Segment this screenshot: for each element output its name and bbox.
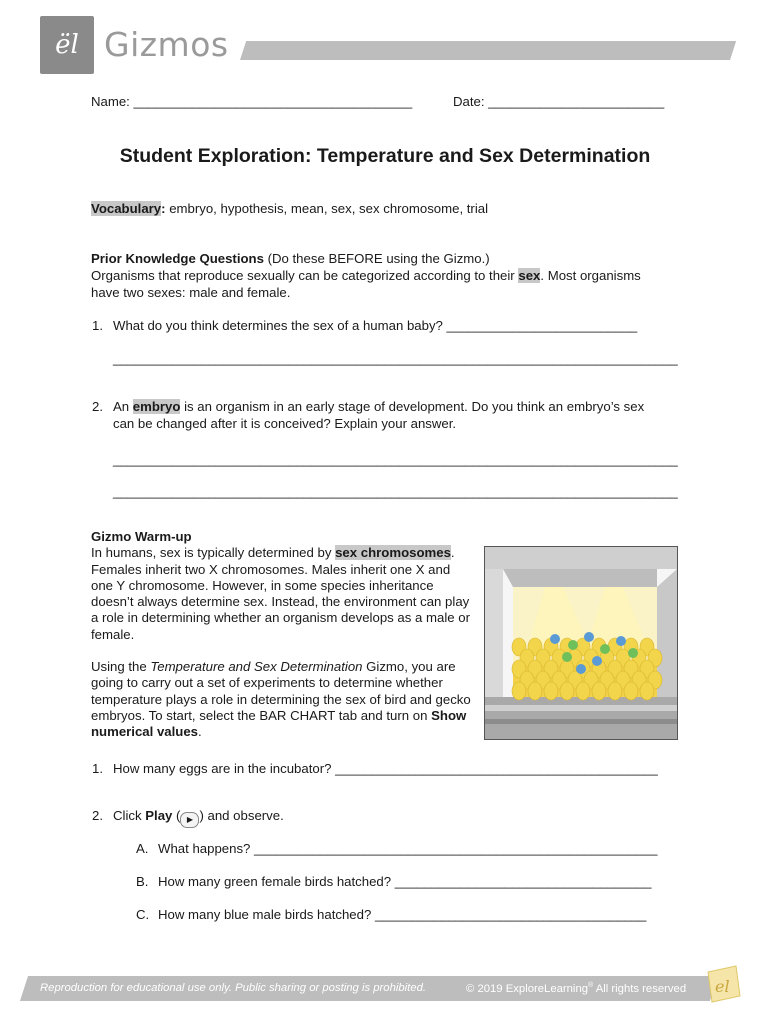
footer-notice: Reproduction for educational use only. Public sharing or posting is prohibited. — [40, 982, 426, 994]
prior-question-2-cont: can be changed after it is conceived? Explain your answer. — [113, 416, 457, 431]
svg-text:el: el — [715, 977, 730, 996]
vocab-term-sex: sex — [518, 268, 541, 283]
egg — [592, 682, 606, 700]
question-number: 2. — [92, 808, 103, 823]
subquestion-letter: A. — [136, 841, 149, 856]
brand-title: Gizmos — [104, 25, 229, 64]
hatchling — [628, 648, 638, 658]
egg — [608, 682, 622, 700]
question-text: is an organism in an early stage of development. Do you think an embryo’s sex — [180, 399, 645, 414]
warmup-question-2c[interactable]: How many blue male birds hatched? _____________________________________ — [158, 907, 647, 922]
warmup-paragraph-2 — [91, 659, 471, 740]
hatchling — [568, 640, 578, 650]
paragraph-text: Gizmo, you are going to carry out a set of experiments to determine whether temperature plays a role in determining the sex of bird and gecko embryos. To start, select the BAR CHART tab and turn on — [91, 659, 471, 723]
incubator-image — [484, 546, 678, 740]
prior-question-1[interactable]: What do you think determines the sex of a human baby? __________________________ — [113, 318, 638, 333]
warmup-question-2 — [113, 808, 284, 828]
question-text: An — [113, 399, 133, 414]
vocabulary-line — [91, 201, 488, 218]
play-label: Play — [145, 808, 173, 823]
prior-intro-line2: have two sexes: male and female. — [91, 285, 291, 300]
header-bar — [240, 41, 736, 60]
vocabulary-colon: : — [161, 201, 166, 216]
prior-question-2 — [113, 399, 644, 416]
hatchling — [592, 656, 602, 666]
registered-mark: ® — [588, 982, 594, 989]
paragraph-text: Using the — [91, 659, 151, 675]
egg — [512, 682, 526, 700]
name-field[interactable]: Name: ______________________________________ — [91, 94, 413, 109]
vocab-term-sex-chromosomes: sex chromosomes — [335, 545, 451, 561]
prior-heading-line — [91, 251, 490, 268]
vocabulary-label: Vocabulary — [91, 201, 162, 216]
gizmo-name: Temperature and Sex Determination — [150, 659, 363, 675]
warmup-heading: Gizmo Warm-up — [91, 529, 192, 544]
warmup-section — [91, 529, 471, 757]
warmup-question-1[interactable]: How many eggs are in the incubator? ____________________________________________ — [113, 761, 658, 776]
prior-intro-text: Organisms that reproduce sexually can be categorized according to their — [91, 268, 519, 283]
date-field[interactable]: Date: ________________________ — [453, 94, 665, 109]
prior-intro-text-end: . Most organisms — [540, 268, 641, 283]
answer-line[interactable]: _____________________________________________________________________________ — [113, 351, 678, 366]
page-title: Student Exploration: Temperature and Sex Determination — [119, 145, 651, 167]
question-text: Click — [113, 808, 146, 823]
egg — [560, 682, 574, 700]
egg — [528, 682, 542, 700]
egg — [576, 682, 590, 700]
paragraph-text: In humans, sex is typically determined by — [91, 545, 336, 561]
prior-heading-note: (Do these BEFORE using the Gizmo.) — [263, 251, 490, 266]
vocabulary-terms: embryo, hypothesis, mean, sex, sex chromosome, trial — [165, 201, 489, 216]
question-text: ) and observe. — [199, 808, 284, 823]
el-logo-icon: ël — [55, 30, 79, 60]
el-logo-icon — [702, 964, 742, 1004]
answer-line[interactable]: _____________________________________________________________________________ — [113, 484, 678, 499]
play-icon[interactable]: ▶ — [180, 812, 199, 828]
question-number: 2. — [92, 399, 103, 414]
egg — [640, 682, 654, 700]
warmup-paragraph-1 — [91, 545, 471, 643]
copyright-text: © 2019 ExploreLearning — [466, 982, 589, 995]
warmup-question-2a[interactable]: What happens? _______________________________________________________ — [158, 841, 658, 856]
egg — [544, 682, 558, 700]
footer-copyright — [466, 982, 686, 995]
warmup-question-2b[interactable]: How many green female birds hatched? ___________________________________ — [158, 874, 652, 889]
hatchling — [616, 636, 626, 646]
egg — [624, 682, 638, 700]
prior-intro-line1 — [91, 268, 641, 285]
prior-heading: Prior Knowledge Questions — [91, 251, 264, 266]
vocab-term-embryo: embryo — [132, 399, 181, 414]
hatchling — [562, 652, 572, 662]
hatchling — [576, 664, 586, 674]
paragraph-text: . Females inherit two X chromosomes. Males inherit one X and one Y chromosome. However, in some species inheritance doesn’t always determine sex. Instead, the environment can play a role in determining whether an organism develops as a male or female. — [91, 545, 470, 642]
show-numerical-values-label: Show numerical values — [91, 707, 467, 740]
subquestion-letter: C. — [136, 907, 150, 922]
paragraph-text: . — [198, 724, 202, 740]
hatchling — [600, 644, 610, 654]
rights-text: All rights reserved — [593, 982, 687, 995]
question-number: 1. — [92, 318, 103, 333]
hatchling — [550, 634, 560, 644]
answer-line[interactable]: _____________________________________________________________________________ — [113, 452, 678, 467]
hatchling — [584, 632, 594, 642]
question-text: ( — [172, 808, 181, 823]
question-number: 1. — [92, 761, 103, 776]
subquestion-letter: B. — [136, 874, 149, 889]
